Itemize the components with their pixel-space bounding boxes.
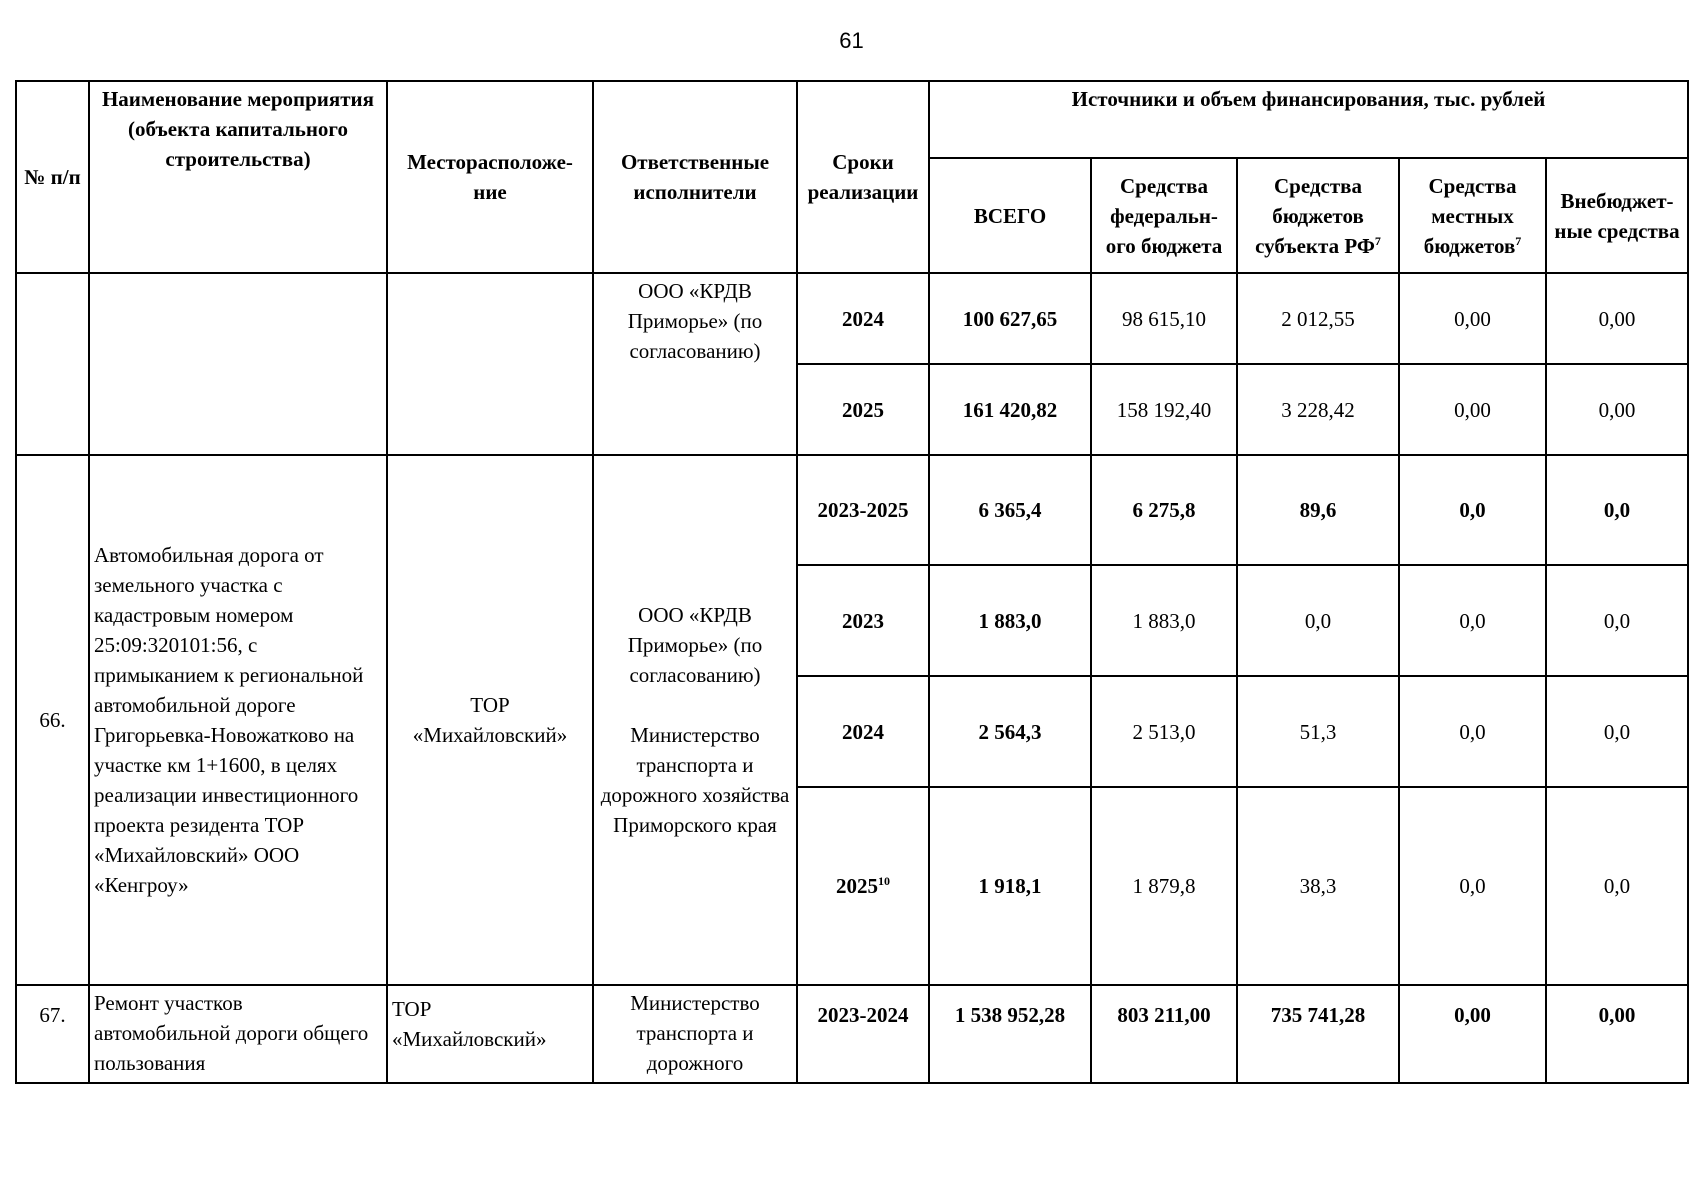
cell-extra: 0,00 [1546,364,1688,455]
cell-year: 2023 [797,565,929,676]
cell-subject: 735 741,28 [1237,985,1399,1083]
cell-extra: 0,0 [1546,565,1688,676]
cell-total: 1 918,1 [929,787,1091,985]
header-financing: Источники и объем финансирования, тыс. рублей [929,81,1688,158]
cell-extra: 0,00 [1546,273,1688,364]
cell-year: 2025$^{10}$ [797,787,929,985]
item67-responsible: Министерство транспорта и дорожного [593,985,797,1083]
header-num: № п/п [16,81,89,273]
item66-responsible-org: ООО «КРДВ Приморье» (по согласованию) [627,603,763,687]
header-extra: Внебюджет-ные средства [1546,158,1688,273]
item67-location: ТОР «Михайловский» [387,985,593,1083]
header-local: Средства местных бюджетов$^7$ [1399,158,1546,273]
cell-total: 1 538 952,28 [929,985,1091,1083]
cell-total: 100 627,65 [929,273,1091,364]
cell-subject: 3 228,42 [1237,364,1399,455]
cell-local: 0,0 [1399,676,1546,787]
cell-local: 0,00 [1399,985,1546,1083]
cont-name-cell [89,273,387,455]
cont-responsible: ООО «КРДВ Приморье» (по согласованию) [593,273,797,455]
cell-federal: 803 211,00 [1091,985,1237,1083]
financing-table [15,80,1689,1084]
cell-federal: 1 883,0 [1091,565,1237,676]
cell-subject: 38,3 [1237,787,1399,985]
cell-extra: 0,0 [1546,455,1688,565]
cell-local: 0,0 [1399,787,1546,985]
item66-num: 66. [16,455,89,985]
item66-name: Автомобильная дорога от земельного участка с кадастровым номером 25:09:320101:56, с примыканием к региональной автомобильной дороге Григорьевка-Новожатково на участке км 1+1600, в целях реализации инвестиционного проекта резидента ТОР «Михайловский» ООО «Кенгроу» [89,455,387,985]
cell-local: 0,00 [1399,273,1546,364]
table-row [16,985,1688,1083]
cell-year: 2024 [797,676,929,787]
page-number: 61 [839,28,864,53]
cell-federal: 2 513,0 [1091,676,1237,787]
cell-local: 0,0 [1399,455,1546,565]
header-subject: Средства бюджетов субъекта $РФ^7$ [1237,158,1399,273]
cell-federal: 1 879,8 [1091,787,1237,985]
cell-extra: 0,0 [1546,676,1688,787]
cell-total: 161 420,82 [929,364,1091,455]
item66-responsible-ministry: Министерство транспорта и дорожного хозяйства Приморского края [600,723,790,837]
cell-total: 6 365,4 [929,455,1091,565]
cell-federal: 98 615,10 [1091,273,1237,364]
cont-num-cell [16,273,89,455]
item66-location: ТОР «Михайловский» [387,455,593,985]
header-location: Месторасположе-ние [387,81,593,273]
cell-subject: 89,6 [1237,455,1399,565]
item66-responsible [593,455,797,985]
cell-year: 2023-2024 [797,985,929,1083]
cont-location-cell [387,273,593,455]
cell-extra: 0,0 [1546,787,1688,985]
table-row [16,455,1688,565]
cell-total: 1 883,0 [929,565,1091,676]
cell-extra: 0,00 [1546,985,1688,1083]
cell-subject: 0,0 [1237,565,1399,676]
cell-federal: 158 192,40 [1091,364,1237,455]
item67-num: 67. [16,985,89,1083]
cell-year: 2024 [797,273,929,364]
cell-local: 0,0 [1399,565,1546,676]
header-responsible: Ответственные исполнители [593,81,797,273]
cell-year: 2025 [797,364,929,455]
table-row [16,273,1688,364]
header-total: ВСЕГО [929,158,1091,273]
header-federal: Средства федеральн-ого бюджета [1091,158,1237,273]
header-terms: Сроки реализации [797,81,929,273]
cell-subject: 51,3 [1237,676,1399,787]
cell-year: 2023-2025 [797,455,929,565]
header-name: Наименование мероприятия (объекта капитального строительства) [89,81,387,273]
cell-subject: 2 012,55 [1237,273,1399,364]
item67-name: Ремонт участков автомобильной дороги общего пользования [89,985,387,1083]
cell-federal: 6 275,8 [1091,455,1237,565]
cell-local: 0,00 [1399,364,1546,455]
cell-total: 2 564,3 [929,676,1091,787]
